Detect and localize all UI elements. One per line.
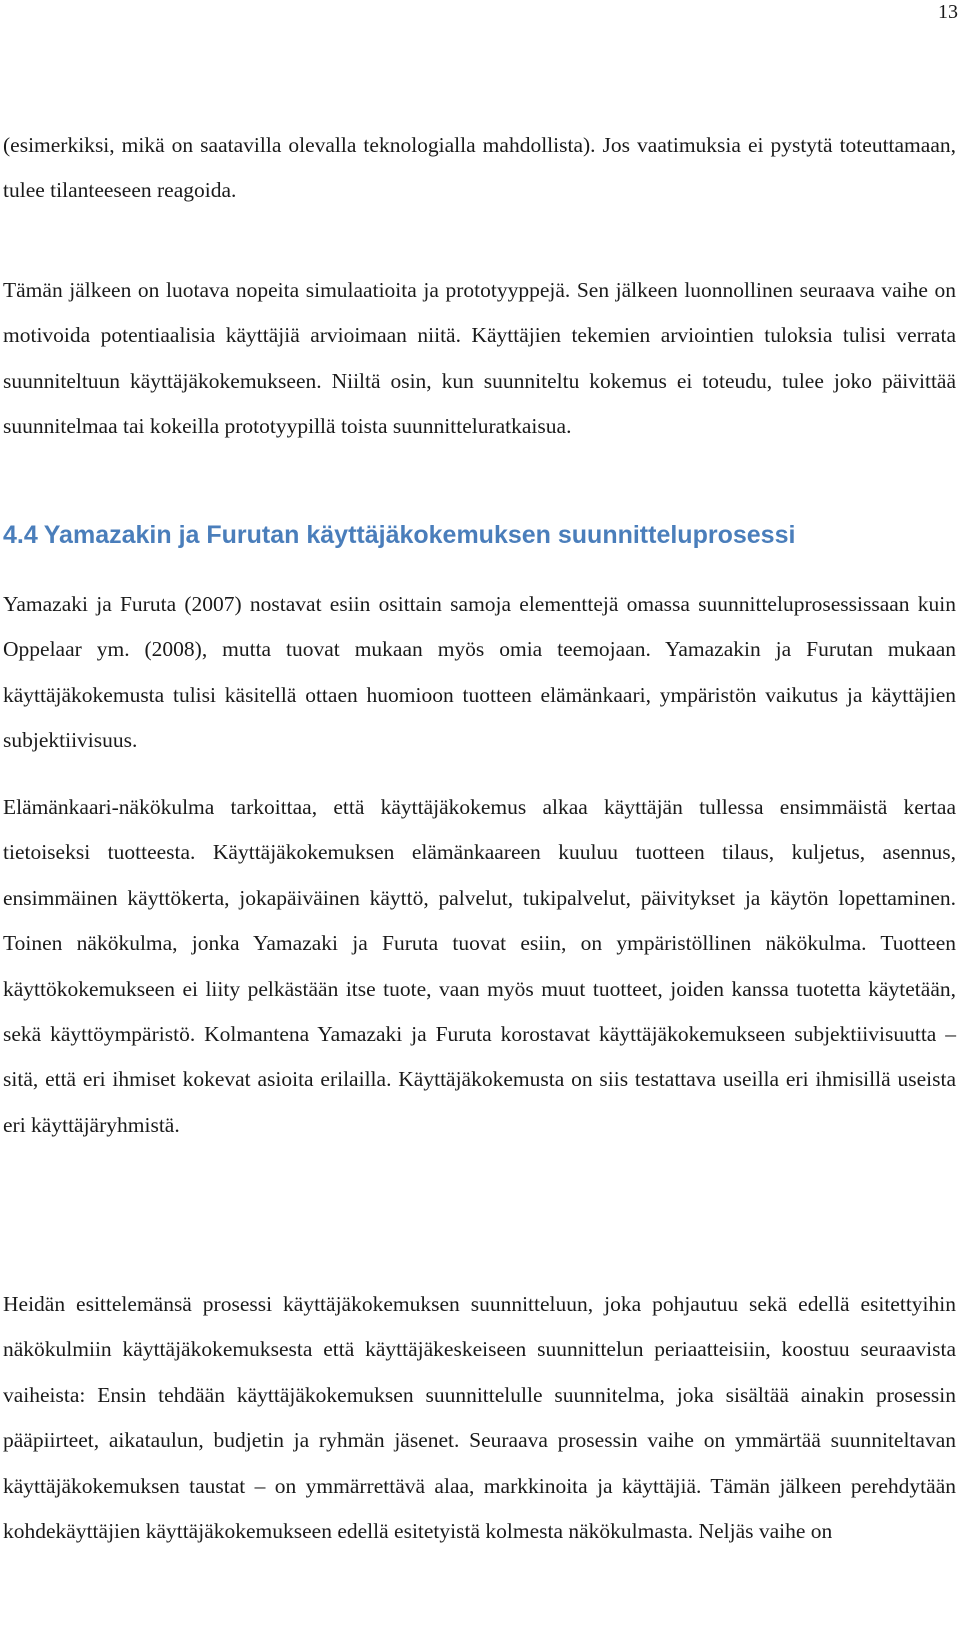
section-title: Yamazakin ja Furutan käyttäjäkokemuksen suunnitteluprosessi <box>43 521 796 549</box>
section-paragraph-3: Heidän esittelemänsä prosessi käyttäjäkokemuksen suunnitteluun, joka pohjautuu sekä edellä esitettyihin näkökulmiin käyttäjäkokemuksesta että käyttäjäkeskeiseen suunnittelun periaatteisiin, koostuu seuraavista vaiheista: Ensin tehdään käyttäjäkokemuksen suunnittelulle suunnitelma, joka sisältää ainakin prosessin pääpiirteet, aikataulun, budjetin ja ryhmän jäsenet. Seuraava prosessin vaihe on ymmärtää suunniteltavan käyttäjäkokemuksen taustat – on ymmärrettävä alaa, markkinoita ja käyttäjiä. Tämän jälkeen perehdytään kohdekäyttäjien käyttäjäkokemukseen edellä esitetyistä kolmesta näkökulmasta. Neljäs vaihe on <box>3 1292 956 1544</box>
paragraph-2: Tämän jälkeen on luotava nopeita simulaatioita ja prototyyppejä. Sen jälkeen luonnollinen seuraava vaihe on motivoida potentiaalisia käyttäjiä arvioimaan niitä. Käyttäjien tekemien arviointien tuloksia tulisi verrata suunniteltuun käyttäjäkokemukseen. Niiltä osin, kun suunniteltu kokemus ei toteudu, tulee joko päivittää suunnitelmaa tai kokeilla prototyypillä toista suunnitteluratkaisua. <box>3 278 956 439</box>
section-paragraph-2: Elämänkaari-näkökulma tarkoittaa, että käyttäjäkokemus alkaa käyttäjän tullessa ensimmäistä kertaa tietoiseksi tuotteesta. Käyttäjäkokemuksen elämänkaareen kuuluu tuotteen tilaus, kuljetus, asennus, ensimmäinen käyttökerta, jokapäiväinen käyttö, palvelut, tukipalvelut, päivitykset ja käytön lopettaminen. Toinen näkökulma, jonka Yamazaki ja Furuta tuovat esiin, on ympäristöllinen näkökulma. Tuotteen käyttökokemukseen ei liity pelkästään itse tuote, vaan myös muut tuotteet, joiden kanssa tuotetta käytetään, sekä käyttöympäristö. Kolmantena Yamazaki ja Furuta korostavat käyttäjäkokemukseen subjektiivisuutta – sitä, että eri ihmiset kokevat asioita erilailla. Käyttäjäkokemusta on siis testattava useilla eri ihmisillä useista eri käyttäjäryhmistä. <box>3 795 956 1137</box>
page-number: 13 <box>938 1 958 23</box>
section-heading <box>3 517 795 553</box>
paragraph-1: (esimerkiksi, mikä on saatavilla olevalla teknologialla mahdollista). Jos vaatimuksia ei pystytä toteuttamaan, tulee tilanteeseen reagoida. <box>3 133 956 203</box>
section-paragraph-1: Yamazaki ja Furuta (2007) nostavat esiin osittain samoja elementtejä omassa suunnitteluprosessissaan kuin Oppelaar ym. (2008), mutta tuovat mukaan myös omia teemojaan. Yamazakin ja Furutan mukaan käyttäjäkokemusta tulisi käsitellä ottaen huomioon tuotteen elämänkaari, ympäristön vaikutus ja käyttäjien subjektiivisuus. <box>3 592 956 753</box>
section-number: 4.4 <box>3 521 38 549</box>
